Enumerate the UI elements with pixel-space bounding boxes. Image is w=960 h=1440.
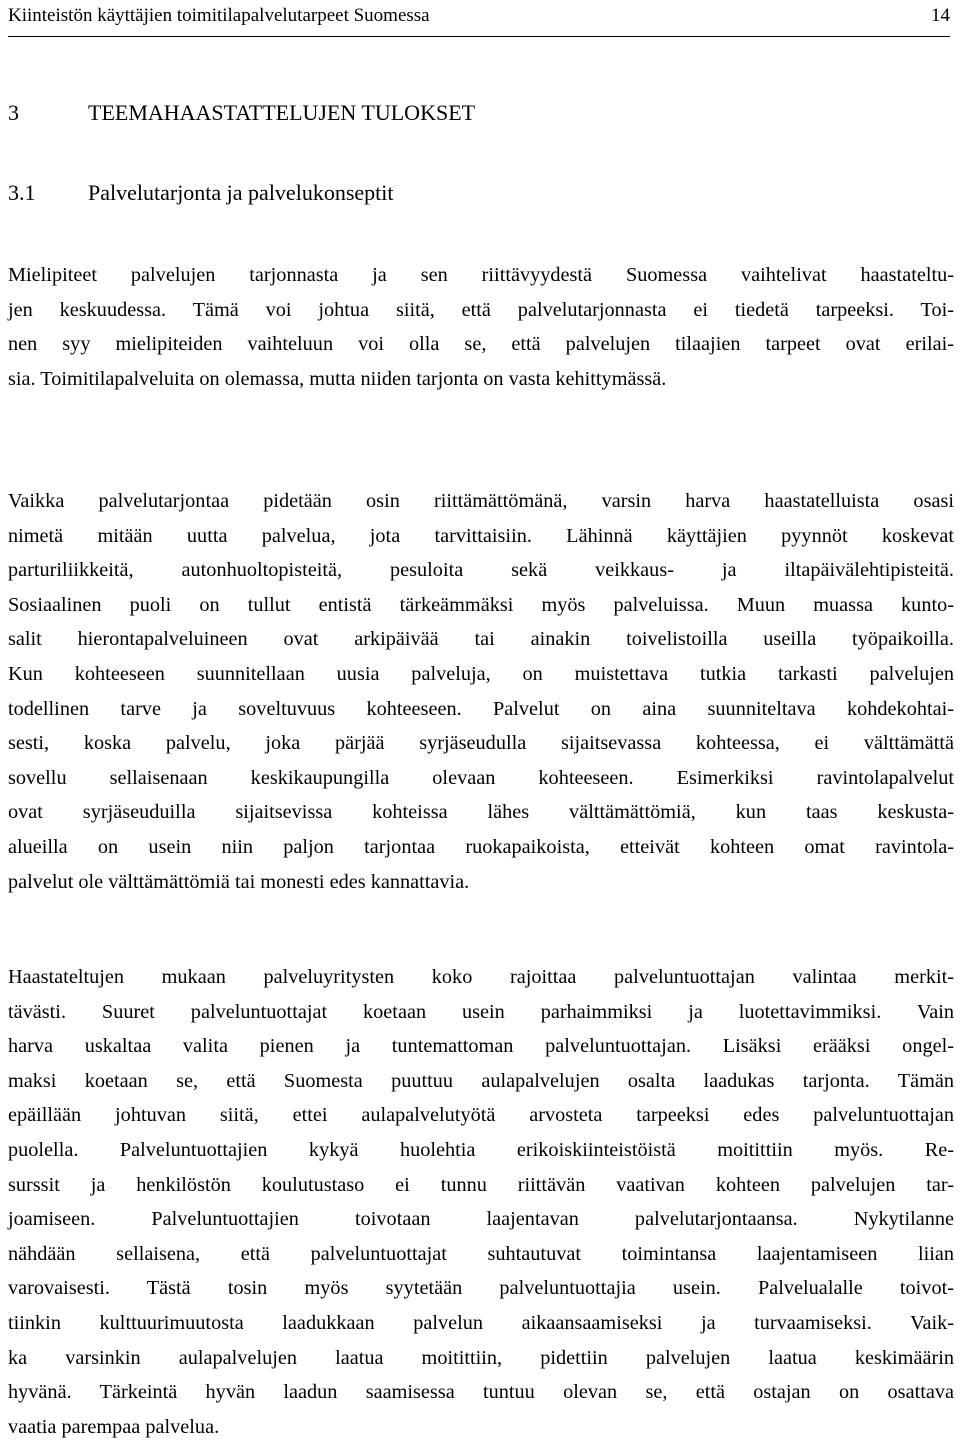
paragraph-lines: [8, 484, 954, 899]
text-line: sia. Toimitilapalveluita on olemassa, mutta niiden tarjonta on vasta kehittymässä.: [8, 367, 667, 390]
running-header: [8, 0, 950, 37]
text-line: ka varsinkin aulapalvelujen laatua moitittiin, pidettiin palvelujen laatua keskimäärin: [8, 1346, 954, 1369]
text-line: Mielipiteet palvelujen tarjonnasta ja sen riittävyydestä Suomessa vaihtelivat haastateltu-: [8, 264, 954, 286]
text-line: sesti, koska palvelu, joka pärjää syrjäseudulla sijaitsevassa kohteessa, ei välttämättä: [8, 732, 954, 755]
section-number: 3: [8, 100, 19, 125]
text-line: Vaikka palvelutarjontaa pidetään osin riittämättömänä, varsin harva haastatelluista osasi: [8, 490, 954, 512]
text-line: hyvänä. Tärkeintä hyvän laadun saamisessa tuntuu olevan se, että ostajan on osattava: [8, 1381, 954, 1404]
text-line: vaatia parempaa palvelua.: [8, 1415, 220, 1438]
text-line: Kun kohteeseen suunnitellaan uusia palveluja, on muistettava tutkia tarkasti palvelujen: [8, 662, 954, 685]
paragraph-lines: [8, 258, 954, 396]
text-line: alueilla on usein niin paljon tarjontaa ruokapaikoista, etteivät kohteen omat ravintola-: [8, 835, 954, 858]
section-heading: [8, 100, 475, 126]
text-line: maksi koetaan se, että Suomesta puuttuu aulapalvelujen osalta laadukas tarjonta. Tämän: [8, 1069, 954, 1092]
subsection-title: Palvelutarjonta ja palvelukonseptit: [88, 180, 394, 205]
text-line: joamiseen. Palveluntuottajien toivotaan laajentavan palvelutarjontaansa. Nykytilanne: [8, 1208, 954, 1231]
running-header-title: Kiinteistön käyttäjien toimitilapalvelutarpeet Suomessa: [8, 5, 430, 26]
text-line: sovellu sellaisenaan keskikaupungilla olevaan kohteeseen. Esimerkiksi ravintolapalvelut: [8, 766, 954, 789]
paragraph-lines: [8, 960, 954, 1440]
text-line: parturiliikkeitä, autonhuoltopisteitä, pesuloita sekä veikkaus- ja iltapäivälehtipisteitä.: [8, 559, 954, 582]
subsection-number: 3.1: [8, 180, 36, 205]
text-line: tiinkin kulttuurimuutosta laadukkaan palvelun aikaansaamiseksi ja turvaamiseksi. Vaik-: [8, 1311, 954, 1334]
text-line: nen syy mielipiteiden vaihteluun voi olla se, että palvelujen tilaajien tarpeet ovat erilai-: [8, 333, 954, 356]
text-line: Haastateltujen mukaan palveluyritysten koko rajoittaa palveluntuottajan valintaa merkit-: [8, 966, 954, 988]
page-number: 14: [931, 5, 950, 26]
text-line: ovat syrjäseuduilla sijaitsevissa kohteissa lähes välttämättömiä, kun taas keskusta-: [8, 801, 954, 824]
text-line: todellinen tarve ja soveltuvuus kohteeseen. Palvelut on aina suunniteltava kohdekohtai-: [8, 697, 954, 720]
subsection-heading: [8, 180, 393, 206]
text-line: puolella. Palveluntuottajien kykyä huolehtia erikoiskiinteistöistä moitittiin myös. Re-: [8, 1138, 954, 1161]
text-line: harva uskaltaa valita pienen ja tuntemattoman palveluntuottajan. Lisäksi erääksi ongel-: [8, 1035, 954, 1058]
text-line: nähdään sellaisena, että palveluntuottajat suhtautuvat toimintansa laajentamiseen liian: [8, 1242, 954, 1265]
text-line: epäillään johtuvan siitä, ettei aulapalvelutyötä arvosteta tarpeeksi edes palveluntuottajan: [8, 1104, 954, 1127]
text-line: surssit ja henkilöstön koulutustaso ei tunnu riittävän vaativan kohteen palvelujen tar-: [8, 1173, 954, 1196]
text-line: nimetä mitään uutta palvelua, jota tarvittaisiin. Lähinnä käyttäjien pyynnöt koskevat: [8, 524, 954, 547]
paragraph-2: [8, 484, 954, 899]
section-title: TEEMAHAASTATTELUJEN TULOKSET: [88, 100, 476, 125]
text-line: varovaisesti. Tästä tosin myös syytetään palveluntuottajia usein. Palvelualalle toivot-: [8, 1277, 954, 1300]
paragraph-1: [8, 258, 954, 396]
text-line: jen keskuudessa. Tämä voi johtua siitä, että palvelutarjonnasta ei tiedetä tarpeeksi. Toi-: [8, 298, 954, 321]
text-line: tävästi. Suuret palveluntuottajat koetaan usein parhaimmiksi ja luotettavimmiksi. Vain: [8, 1000, 954, 1023]
text-line: salit hierontapalveluineen ovat arkipäivää tai ainakin toivelistoilla useilla työpaikoilla.: [8, 628, 954, 651]
paragraph-3: [8, 960, 954, 1440]
text-line: Sosiaalinen puoli on tullut entistä tärkeämmäksi myös palveluissa. Muun muassa kunto-: [8, 593, 954, 616]
text-line: palvelut ole välttämättömiä tai monesti edes kannattavia.: [8, 870, 470, 893]
